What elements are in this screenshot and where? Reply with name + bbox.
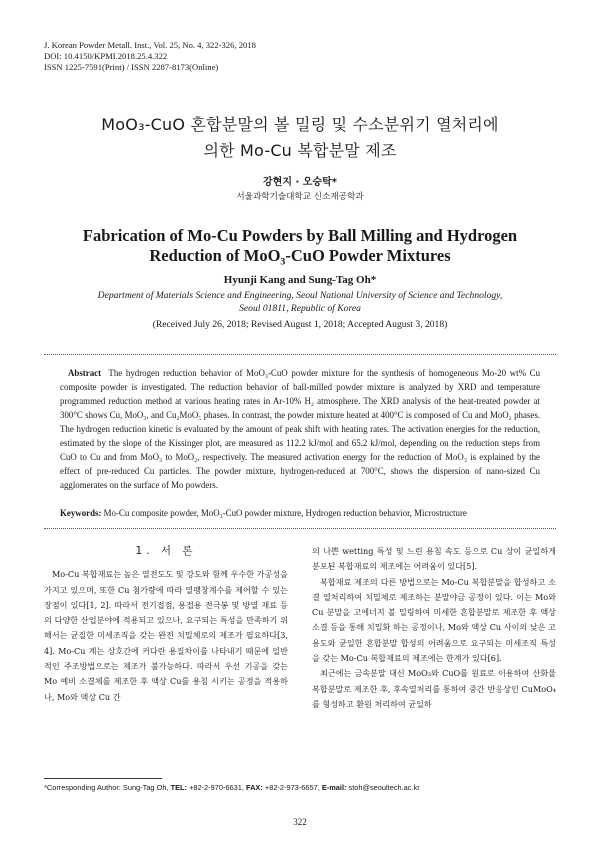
journal-issn: ISSN 1225-7591(Print) / ISSN 2287-8173(Online) (44, 62, 219, 73)
english-title-line2: Reduction of MoO₃-CuO Powder Mixtures (149, 246, 451, 265)
footnote-tel-label: TEL: (170, 783, 187, 792)
korean-affiliation: 서울과학기술대학교 신소재공학과 (236, 192, 364, 202)
keywords-block (60, 507, 540, 519)
english-authors: Hyunji Kang and Sung-Tag Oh* (223, 274, 377, 286)
english-affiliation (60, 290, 540, 315)
english-title-line1: Fabrication of Mo-Cu Powders by Ball Milling and Hydrogen (82, 226, 518, 245)
divider-bottom (44, 528, 556, 529)
abstract-block (60, 366, 540, 492)
abstract-text: The hydrogen reduction behavior of MoO₃-CuO powder mixture for the synthesis of homogeneous Mo-20 wt% Cu composite powder is investigated. The reduction behavior of ball-milled powder mixture is analyzed by XRD and temperature programmed reduction method at various heating rates in Ar-10% H₂ atmosphere. The XRD analysis of the heat-treated powder at 300°C shows Cu, MoO₃, and Cu₂MoO₅ phases. In contrast, the powder mixture heated at 400°C is composed of Cu and MoO₂ phases. The hydrogen reduction kinetic is evaluated by the amount of peak shift with heating rates. The activation energies for the reduction, estimated by the slope of the Kissinger plot, are measured as 112.2 kJ/mol and 65.2 kJ/mol, depending on the reduction steps from CuO to Cu and from MoO₃ to MoO₂, respectively. The measured activation energy for the reduction of MoO₃ is explained by the effect of pre-reduced Cu particles. The powder mixture, hydrogen-reduced at 700°C, shows the dispersion of nano-sized Cu agglomerates on the surface of Mo powders. (60, 368, 541, 490)
affiliation-line2: Seoul 01811, Republic of Korea (239, 302, 361, 314)
affiliation-line1: Department of Materials Science and Engineering, Seoul National University of Science and Technology, (97, 290, 503, 301)
corresponding-author-footnote (44, 783, 420, 792)
section-heading-introduction: 1. 서 론 (135, 545, 197, 557)
footnote-email: stoh@seoultech.ac.kr (348, 783, 420, 792)
left-column (44, 544, 288, 705)
journal-doi: DOI: 10.4150/KPMI.2018.25.4.322 (44, 51, 168, 62)
intro-paragraph-1: Mo-Cu 복합재료는 높은 열전도도 및 강도와 함께 우수한 가공성을 가지고 있으며, 또한 Cu 첨가량에 따라 열팽창계수를 제어할 수 있는 장점이 있다[1, 2]. 따라서 전기접점, 용접용 전극봉 및 방열 재료 등의 다양한 산업분야에 적용되고 있으나, 요구되는 특성을 만족하기 위해서는 균질한 미세조직을 갖는 완전 치밀체로의 제조가 필요하다[3, 4]. Mo-Cu 계는 상호간에 커다란 용질차이를 나타내기 때문에 일반적인 주조방법으로는 제조가 불가능하다. 따라서 우선 기공을 갖는 Mo 예비 소결체를 제조한 후 액상 Cu를 용침 시키는 공정을 적용하나, Mo와 액상 Cu 간 (44, 569, 288, 702)
footnote-email-label: E-mail: (321, 783, 347, 792)
journal-meta (44, 40, 256, 74)
english-title (40, 226, 560, 266)
korean-title-line2: 의한 Mo-Cu 복합분말 제조 (203, 141, 397, 160)
keywords-label: Keywords: (60, 508, 102, 518)
received-dates: (Received July 26, 2018; Revised August 1, 2018; Accepted August 3, 2018) (152, 319, 448, 330)
footnote-fax: +82-2-973-6657, (264, 783, 320, 792)
keywords-text: Mo-Cu composite powder, MoO₃-CuO powder mixture, Hydrogen reduction behavior, Microstructure (103, 508, 467, 518)
right-column (312, 544, 556, 712)
page-number: 322 (293, 817, 307, 827)
divider-top (44, 354, 556, 355)
korean-title-line1: MoO₃-CuO 혼합분말의 볼 밀링 및 수소분위기 열처리에 (101, 115, 499, 134)
footnote-author: Sung-Tag Oh, (122, 783, 169, 792)
journal-citation: J. Korean Powder Metall. Inst., Vol. 25, No. 4, 322-326, 2018 (44, 40, 256, 50)
footnote-fax-label: FAX: (245, 783, 263, 792)
intro-paragraph-3: 최근에는 금속분말 대신 MoO₃와 CuO를 원료로 이용하여 산화물 복합분말로 제조한 후, 후속열처리를 통하여 중간 반응상인 CuMoO₄를 형성하고 환원 처리하여 균일하 (312, 668, 556, 709)
intro-paragraph-2: 복합재료 제조의 다른 방법으로는 Mo-Cu 복합분말을 합성하고 소결 열처리하여 치밀체로 제조하는 분말야금 공정이 있다. 이는 Mo와 Cu 분말을 고에너지 볼 밀링하여 미세한 혼합분말로 제조한 후 액상소결 등을 통해 치밀화 하는 공정이나, Mo와 액상 Cu 사이의 낮은 고용도와 균일한 혼합분말 합성의 어려움으로 요구되는 미세조직 특성을 갖는 Mo-Cu 복합재료의 제조에는 한계가 있다[6]. (312, 576, 556, 664)
korean-title (40, 112, 560, 164)
korean-authors: 강현지 · 오승탁* (263, 177, 337, 188)
footnote-rule (44, 778, 162, 779)
abstract-label: Abstract (68, 368, 102, 378)
footnote-label: *Corresponding Author: (44, 783, 121, 792)
intro-paragraph-continued: 의 나쁜 wetting 특성 및 느린 용침 속도 등으로 Cu 상이 균일하게 분포된 복합재료의 제조에는 어려움이 있다[5]. (312, 546, 556, 572)
footnote-tel: +82-2-970-6631, (189, 783, 244, 792)
